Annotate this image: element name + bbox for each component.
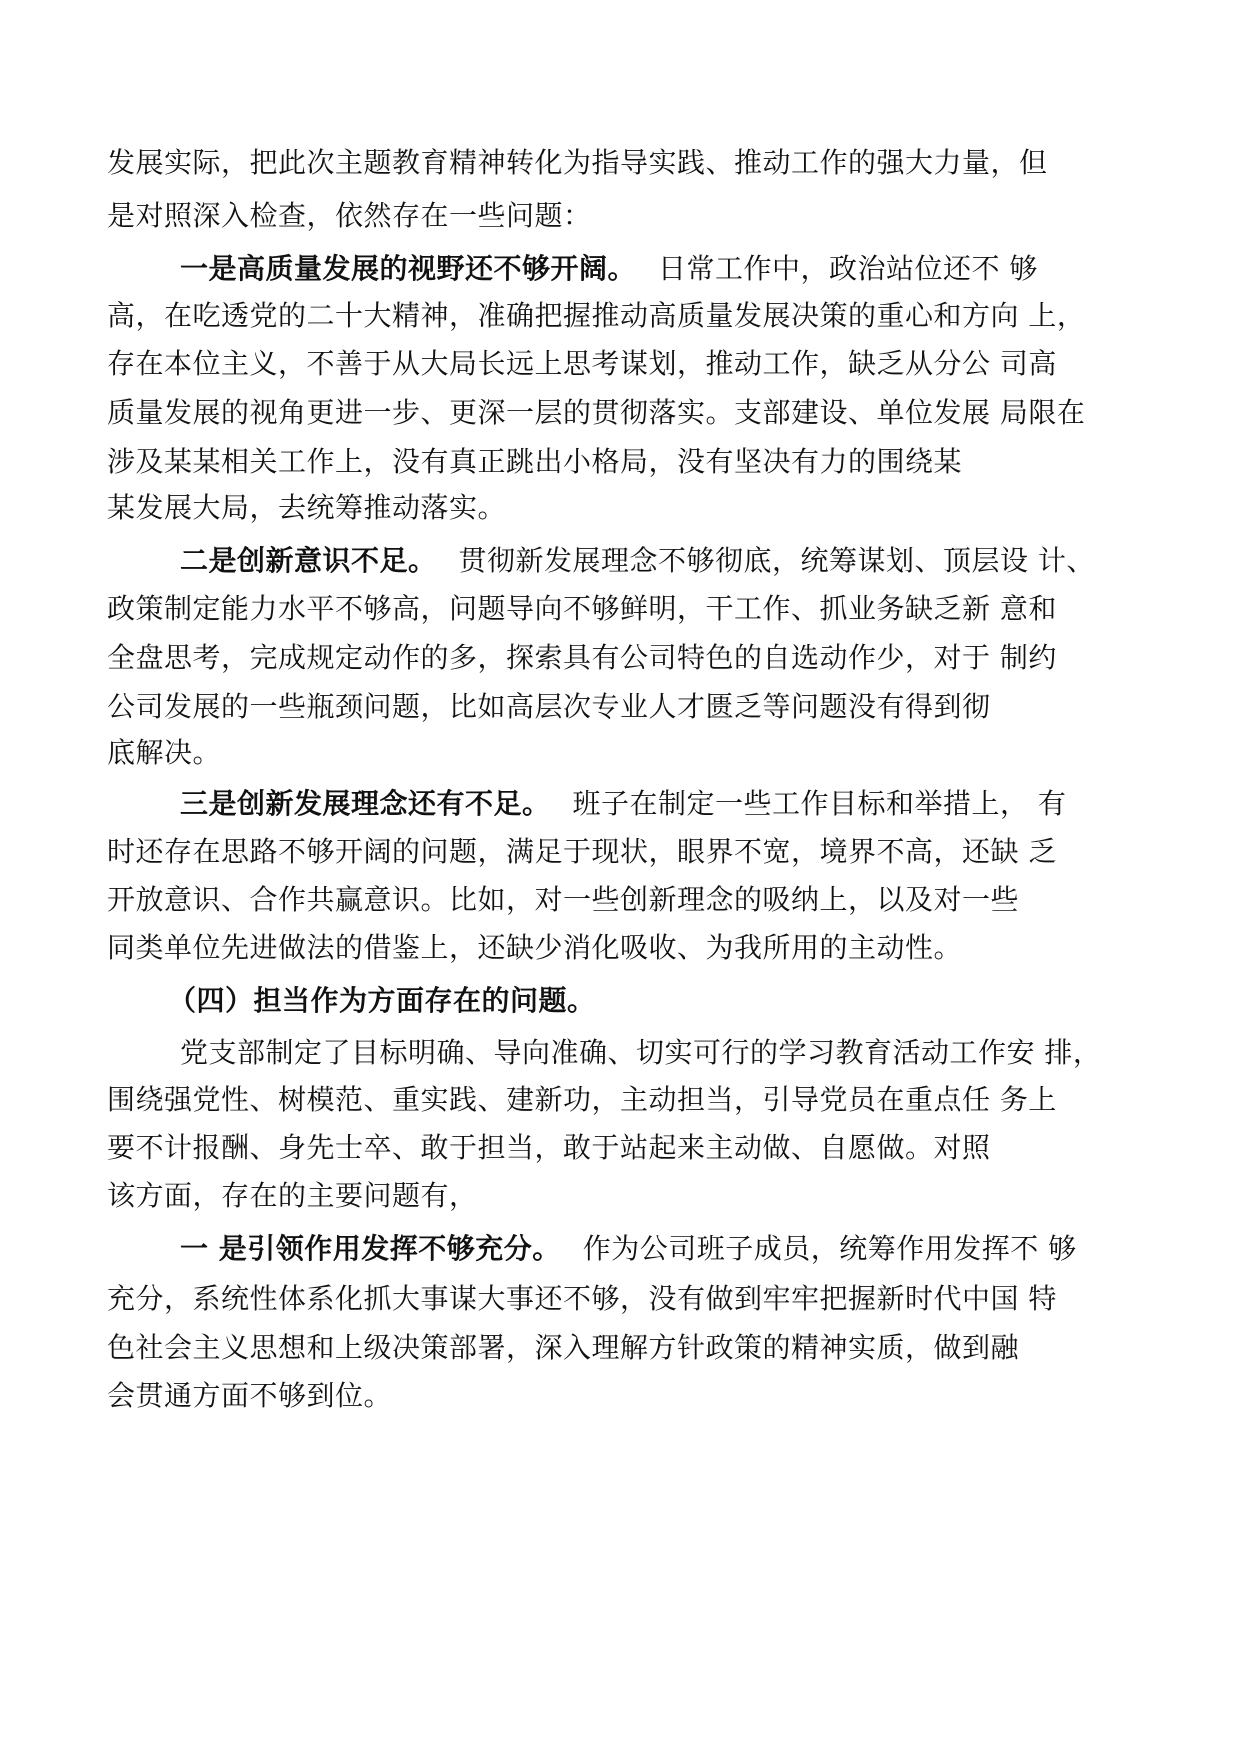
text-line: 作为公司班子成员，统筹作用发挥不 够 bbox=[582, 1232, 1077, 1265]
text-line: 高，在吃透党的二十大精神，准确把握推动高质量发展决策的重心和方向 上， bbox=[107, 299, 1086, 332]
point-4-1-heading: 一 是引领作用发挥不够充分。 bbox=[180, 1232, 561, 1265]
paragraph-point-2-start bbox=[180, 543, 1095, 579]
text-line: 底解决。 bbox=[107, 736, 222, 769]
section-4-heading: （四）担当作为方面存在的问题。 bbox=[168, 984, 596, 1017]
text-line: 全盘思考，完成规定动作的多，探索具有公司特色的自选动作少，对于 制约 bbox=[107, 641, 1057, 674]
point-1-heading: 一是高质量发展的视野还不够开阔。 bbox=[180, 252, 637, 285]
paragraph-point-1-start bbox=[180, 251, 1038, 287]
text-line: 开放意识、合作共赢意识。比如，对一些创新理念的吸纳上，以及对一些 bbox=[107, 883, 1020, 916]
point-2-heading: 二是创新意识不足。 bbox=[180, 544, 437, 577]
text-line: 公司发展的一些瓶颈问题，比如高层次专业人才匮乏等问题没有得到彻 bbox=[107, 690, 991, 723]
text-line: 是对照深入检查，依然存在一些问题： bbox=[107, 199, 592, 232]
text-line: 政策制定能力水平不够高，问题导向不够鲜明，干工作、抓业务缺乏新 意和 bbox=[107, 592, 1057, 625]
text-line: 充分，系统性体系化抓大事谋大事还不够，没有做到牢牢把握新时代中国 特 bbox=[107, 1282, 1057, 1315]
text-line: 贯彻新发展理念不够彻底，统筹谋划、顶层设 计、 bbox=[458, 544, 1095, 577]
text-line: 党支部制定了目标明确、导向准确、切实可行的学习教育活动工作安 排， bbox=[180, 1036, 1102, 1069]
paragraph-point-4-1-start bbox=[180, 1231, 1077, 1267]
text-line: 同类单位先进做法的借鉴上，还缺少消化吸收、为我所用的主动性。 bbox=[107, 931, 963, 964]
text-line: 色社会主义思想和上级决策部署，深入理解方针政策的精神实质，做到融 bbox=[107, 1331, 1020, 1364]
text-line: 围绕强党性、树模范、重实践、建新功，主动担当，引导党员在重点任 务上 bbox=[107, 1083, 1057, 1116]
paragraph-point-3-start bbox=[180, 786, 1066, 822]
text-line: 涉及某某相关工作上，没有真正跳出小格局，没有坚决有力的围绕某 bbox=[107, 445, 963, 478]
text-line: 要不计报酬、身先士卒、敢于担当，敢于站起来主动做、自愿做。对照 bbox=[107, 1131, 991, 1164]
text-line: 时还存在思路不够开阔的问题，满足于现状，眼界不宽，境界不高，还缺 乏 bbox=[107, 835, 1057, 868]
text-line: 日常工作中，政治站位还不 够 bbox=[658, 252, 1038, 285]
text-line: 发展实际，把此次主题教育精神转化为指导实践、推动工作的强大力量，但 bbox=[107, 146, 1048, 179]
text-line: 会贯通方面不够到位。 bbox=[107, 1379, 393, 1412]
text-line: 该方面，存在的主要问题有， bbox=[107, 1179, 478, 1212]
text-line: 存在本位主义，不善于从大局长远上思考谋划，推动工作，缺乏从分公 司高 bbox=[107, 347, 1057, 380]
text-line: 班子在制定一些工作目标和举措上， 有 bbox=[572, 787, 1067, 820]
point-3-heading: 三是创新发展理念还有不足。 bbox=[180, 787, 551, 820]
text-line: 质量发展的视角更进一步、更深一层的贯彻落实。支部建设、单位发展 局限在 bbox=[107, 396, 1086, 429]
text-line: 某发展大局，去统筹推动落实。 bbox=[107, 491, 507, 524]
